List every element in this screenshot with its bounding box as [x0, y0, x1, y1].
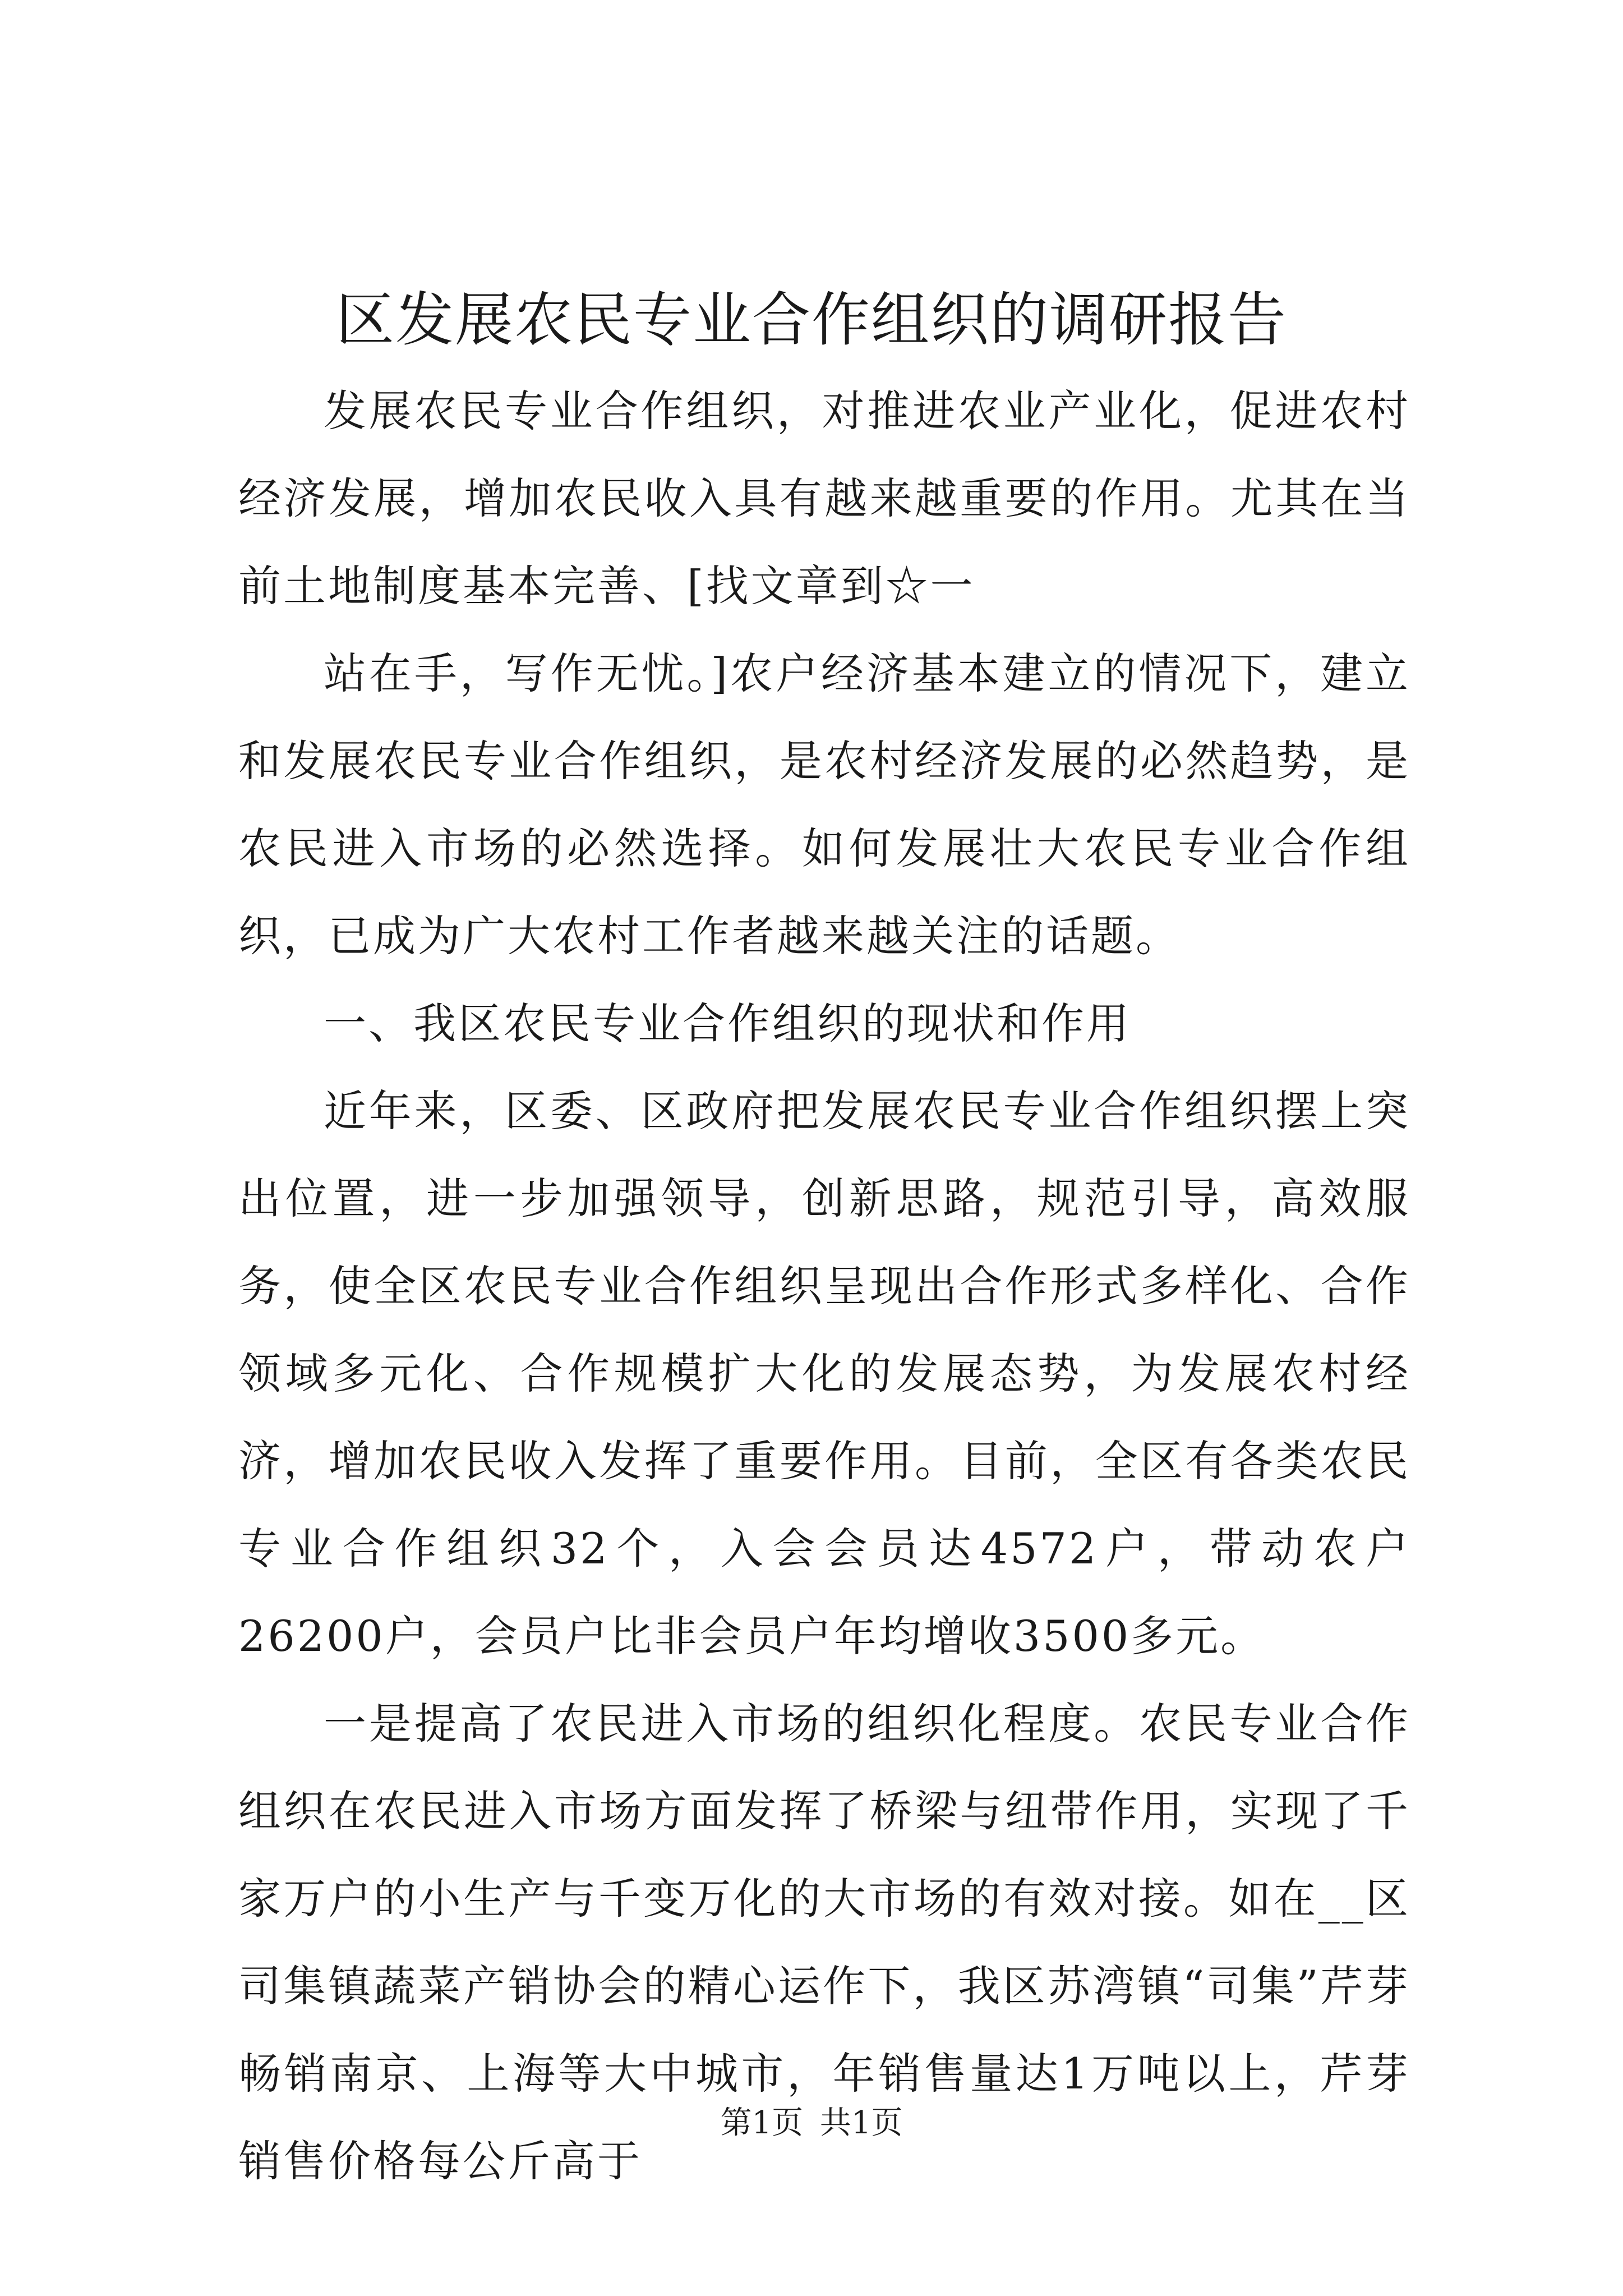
paragraph: 发展农民专业合作组织，对推进农业产业化，促进农村经济发展，增加农民收入具有越来越重要的作用。尤其在当前土地制度基本完善、[找文章到☆一: [238, 386, 1410, 611]
page-footer: [0, 2101, 1623, 2146]
paragraph: 近年来，区委、区政府把发展农民专业合作组织摆上突出位置，进一步加强领导，创新思路，规范引导，高效服务，使全区农民专业合作组织呈现出合作形式多样化、合作领域多元化、合作规模扩大化的发展态势，为发展农村经济，增加农民收入发挥了重要作用。目前，全区有各类农民专业合作组织32个，入会会员达4572户，带动农户26200户，会员户比非会员户年均增收3500多元。: [238, 1086, 1410, 1661]
document-title: 区发展农民专业合作组织的调研报告: [335, 286, 1287, 354]
paragraph: 一是提高了农民进入市场的组织化程度。农民专业合作组织在农民进入市场方面发挥了桥梁与纽带作用，实现了千家万户的小生产与千变万化的大市场的有效对接。如在__区司集镇蔬菜产销协会的精心运作下，我区苏湾镇“司集”芹芽畅销南京、上海等大中城市，年销售量达1万吨以上，芹芽销售价格每公斤高于: [238, 1699, 1410, 2186]
page-total: 共1页: [819, 2105, 903, 2141]
page-number: 第1页: [720, 2105, 804, 2141]
document-body: [238, 367, 1410, 2205]
paragraph: 站在手，写作无忧。]农户经济基本建立的情况下，建立和发展农民专业合作组织，是农村经济发展的必然趋势，是农民进入市场的必然选择。如何发展壮大农民专业合作组织，已成为广大农村工作者越来越关注的话题。: [238, 648, 1410, 961]
section-heading: 一、我区农民专业合作组织的现状和作用: [324, 999, 1131, 1048]
